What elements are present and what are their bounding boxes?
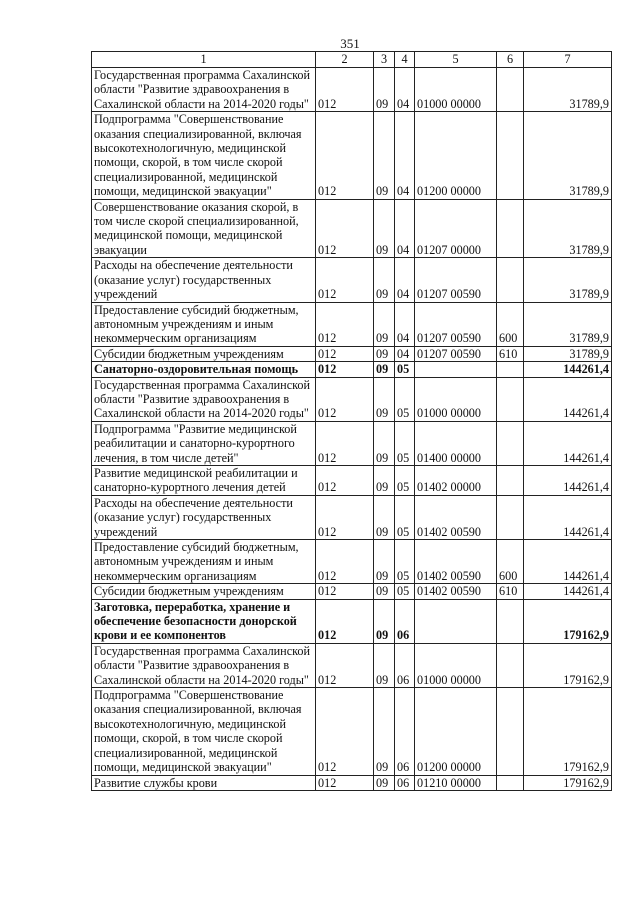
table-row <box>92 599 612 643</box>
row-name-cell: Санаторно-оздоровительная помощь <box>92 362 316 377</box>
row-csr-cell: 01200 00000 <box>415 688 497 775</box>
budget-table <box>91 51 612 791</box>
table-row <box>92 258 612 302</box>
table-row <box>92 775 612 790</box>
row-pr-cell: 05 <box>395 421 415 465</box>
row-ved-cell: 012 <box>316 584 374 599</box>
row-ved-cell: 012 <box>316 421 374 465</box>
row-vr-cell: 600 <box>497 302 524 346</box>
row-vr-cell: 610 <box>497 346 524 361</box>
row-rz-cell: 09 <box>374 775 395 790</box>
row-rz-cell: 09 <box>374 599 395 643</box>
row-amount-cell: 144261,4 <box>524 465 612 495</box>
row-amount-cell: 144261,4 <box>524 377 612 421</box>
row-pr-cell: 06 <box>395 599 415 643</box>
table-row <box>92 302 612 346</box>
row-pr-cell: 05 <box>395 584 415 599</box>
row-csr-cell: 01000 00000 <box>415 68 497 112</box>
table-row <box>92 584 612 599</box>
row-rz-cell: 09 <box>374 643 395 687</box>
row-ved-cell: 012 <box>316 362 374 377</box>
row-vr-cell <box>497 68 524 112</box>
row-name-cell: Расходы на обеспечение деятельности (оказание услуг) государственных учреждений <box>92 495 316 539</box>
row-pr-cell: 05 <box>395 377 415 421</box>
row-name-cell: Подпрограмма "Совершенствование оказания специализированной, включая высокотехнологичную, медицинской помощи, скорой, в том числе скорой специализированной, медицинской помощи, медицинской эвакуации" <box>92 112 316 199</box>
row-rz-cell: 09 <box>374 68 395 112</box>
table-row <box>92 68 612 112</box>
row-rz-cell: 09 <box>374 112 395 199</box>
row-vr-cell <box>497 362 524 377</box>
row-vr-cell <box>497 599 524 643</box>
table-row <box>92 495 612 539</box>
row-name-cell: Государственная программа Сахалинской области "Развитие здравоохранения в Сахалинской области на 2014-2020 годы" <box>92 377 316 421</box>
row-ved-cell: 012 <box>316 258 374 302</box>
table-row <box>92 465 612 495</box>
table-row <box>92 199 612 258</box>
row-ved-cell: 012 <box>316 599 374 643</box>
row-amount-cell: 179162,9 <box>524 599 612 643</box>
row-name-cell: Государственная программа Сахалинской области "Развитие здравоохранения в Сахалинской области на 2014-2020 годы" <box>92 643 316 687</box>
row-amount-cell: 31789,9 <box>524 199 612 258</box>
row-csr-cell: 01210 00000 <box>415 775 497 790</box>
row-ved-cell: 012 <box>316 302 374 346</box>
header-cell-csr: 5 <box>415 52 497 68</box>
row-amount-cell: 144261,4 <box>524 540 612 584</box>
row-csr-cell: 01200 00000 <box>415 112 497 199</box>
row-csr-cell: 01402 00000 <box>415 465 497 495</box>
header-cell-vr: 6 <box>497 52 524 68</box>
row-pr-cell: 06 <box>395 775 415 790</box>
row-csr-cell: 01402 00590 <box>415 495 497 539</box>
row-csr-cell: 01207 00590 <box>415 346 497 361</box>
table-row <box>92 362 612 377</box>
row-name-cell: Субсидии бюджетным учреждениям <box>92 584 316 599</box>
row-vr-cell <box>497 377 524 421</box>
row-vr-cell <box>497 465 524 495</box>
row-pr-cell: 04 <box>395 112 415 199</box>
table-row <box>92 540 612 584</box>
row-vr-cell: 610 <box>497 584 524 599</box>
header-cell-ved: 2 <box>316 52 374 68</box>
row-amount-cell: 144261,4 <box>524 584 612 599</box>
row-csr-cell: 01402 00590 <box>415 540 497 584</box>
row-vr-cell <box>497 775 524 790</box>
row-vr-cell <box>497 112 524 199</box>
row-rz-cell: 09 <box>374 302 395 346</box>
row-name-cell: Предоставление субсидий бюджетным, автономным учреждениям и иным некоммерческим организациям <box>92 302 316 346</box>
table-row <box>92 377 612 421</box>
row-pr-cell: 04 <box>395 258 415 302</box>
row-vr-cell: 600 <box>497 540 524 584</box>
row-csr-cell: 01000 00000 <box>415 643 497 687</box>
row-csr-cell: 01000 00000 <box>415 377 497 421</box>
row-csr-cell: 01207 00590 <box>415 258 497 302</box>
row-name-cell: Расходы на обеспечение деятельности (оказание услуг) государственных учреждений <box>92 258 316 302</box>
row-csr-cell: 01400 00000 <box>415 421 497 465</box>
row-ved-cell: 012 <box>316 688 374 775</box>
row-pr-cell: 05 <box>395 362 415 377</box>
table-row <box>92 112 612 199</box>
row-amount-cell: 179162,9 <box>524 775 612 790</box>
table-row <box>92 643 612 687</box>
row-name-cell: Государственная программа Сахалинской области "Развитие здравоохранения в Сахалинской области на 2014-2020 годы" <box>92 68 316 112</box>
row-rz-cell: 09 <box>374 495 395 539</box>
row-amount-cell: 31789,9 <box>524 258 612 302</box>
row-csr-cell: 01402 00590 <box>415 584 497 599</box>
row-name-cell: Развитие службы крови <box>92 775 316 790</box>
row-rz-cell: 09 <box>374 199 395 258</box>
row-ved-cell: 012 <box>316 346 374 361</box>
row-amount-cell: 144261,4 <box>524 421 612 465</box>
row-vr-cell <box>497 258 524 302</box>
row-pr-cell: 04 <box>395 346 415 361</box>
row-rz-cell: 09 <box>374 540 395 584</box>
row-amount-cell: 144261,4 <box>524 495 612 539</box>
row-name-cell: Предоставление субсидий бюджетным, автономным учреждениям и иным некоммерческим организациям <box>92 540 316 584</box>
row-amount-cell: 31789,9 <box>524 68 612 112</box>
row-ved-cell: 012 <box>316 112 374 199</box>
row-csr-cell <box>415 362 497 377</box>
table-row <box>92 688 612 775</box>
row-pr-cell: 06 <box>395 643 415 687</box>
table-row <box>92 421 612 465</box>
page-number: 351 <box>340 36 360 51</box>
row-ved-cell: 012 <box>316 199 374 258</box>
row-name-cell: Подпрограмма "Совершенствование оказания специализированной, включая высокотехнологичную, медицинской помощи, скорой, в том числе скорой специализированной, медицинской помощи, медицинской эвакуации" <box>92 688 316 775</box>
row-csr-cell <box>415 599 497 643</box>
row-pr-cell: 05 <box>395 465 415 495</box>
row-vr-cell <box>497 199 524 258</box>
row-name-cell: Заготовка, переработка, хранение и обеспечение безопасности донорской крови и ее компонентов <box>92 599 316 643</box>
row-rz-cell: 09 <box>374 346 395 361</box>
row-amount-cell: 31789,9 <box>524 112 612 199</box>
row-ved-cell: 012 <box>316 643 374 687</box>
row-ved-cell: 012 <box>316 540 374 584</box>
row-amount-cell: 179162,9 <box>524 688 612 775</box>
row-vr-cell <box>497 688 524 775</box>
row-amount-cell: 31789,9 <box>524 346 612 361</box>
row-rz-cell: 09 <box>374 465 395 495</box>
table-header-row <box>92 52 612 68</box>
header-cell-name: 1 <box>92 52 316 68</box>
header-cell-pr: 4 <box>395 52 415 68</box>
row-pr-cell: 04 <box>395 199 415 258</box>
row-vr-cell <box>497 495 524 539</box>
header-cell-rz: 3 <box>374 52 395 68</box>
header-cell-amount: 7 <box>524 52 612 68</box>
row-rz-cell: 09 <box>374 377 395 421</box>
row-vr-cell <box>497 643 524 687</box>
row-amount-cell: 31789,9 <box>524 302 612 346</box>
row-amount-cell: 144261,4 <box>524 362 612 377</box>
row-pr-cell: 05 <box>395 495 415 539</box>
row-csr-cell: 01207 00590 <box>415 302 497 346</box>
row-vr-cell <box>497 421 524 465</box>
row-ved-cell: 012 <box>316 68 374 112</box>
row-rz-cell: 09 <box>374 258 395 302</box>
row-ved-cell: 012 <box>316 495 374 539</box>
row-name-cell: Подпрограмма "Развитие медицинской реабилитации и санаторно-курортного лечения, в том числе детей" <box>92 421 316 465</box>
row-amount-cell: 179162,9 <box>524 643 612 687</box>
row-pr-cell: 05 <box>395 540 415 584</box>
row-name-cell: Субсидии бюджетным учреждениям <box>92 346 316 361</box>
row-rz-cell: 09 <box>374 421 395 465</box>
row-pr-cell: 04 <box>395 68 415 112</box>
row-rz-cell: 09 <box>374 584 395 599</box>
row-pr-cell: 04 <box>395 302 415 346</box>
row-ved-cell: 012 <box>316 377 374 421</box>
row-ved-cell: 012 <box>316 465 374 495</box>
row-ved-cell: 012 <box>316 775 374 790</box>
row-pr-cell: 06 <box>395 688 415 775</box>
row-rz-cell: 09 <box>374 362 395 377</box>
row-name-cell: Развитие медицинской реабилитации и санаторно-курортного лечения детей <box>92 465 316 495</box>
table-row <box>92 346 612 361</box>
row-rz-cell: 09 <box>374 688 395 775</box>
row-csr-cell: 01207 00000 <box>415 199 497 258</box>
row-name-cell: Совершенствование оказания скорой, в том числе скорой специализированной, медицинской помощи, медицинской эвакуации <box>92 199 316 258</box>
